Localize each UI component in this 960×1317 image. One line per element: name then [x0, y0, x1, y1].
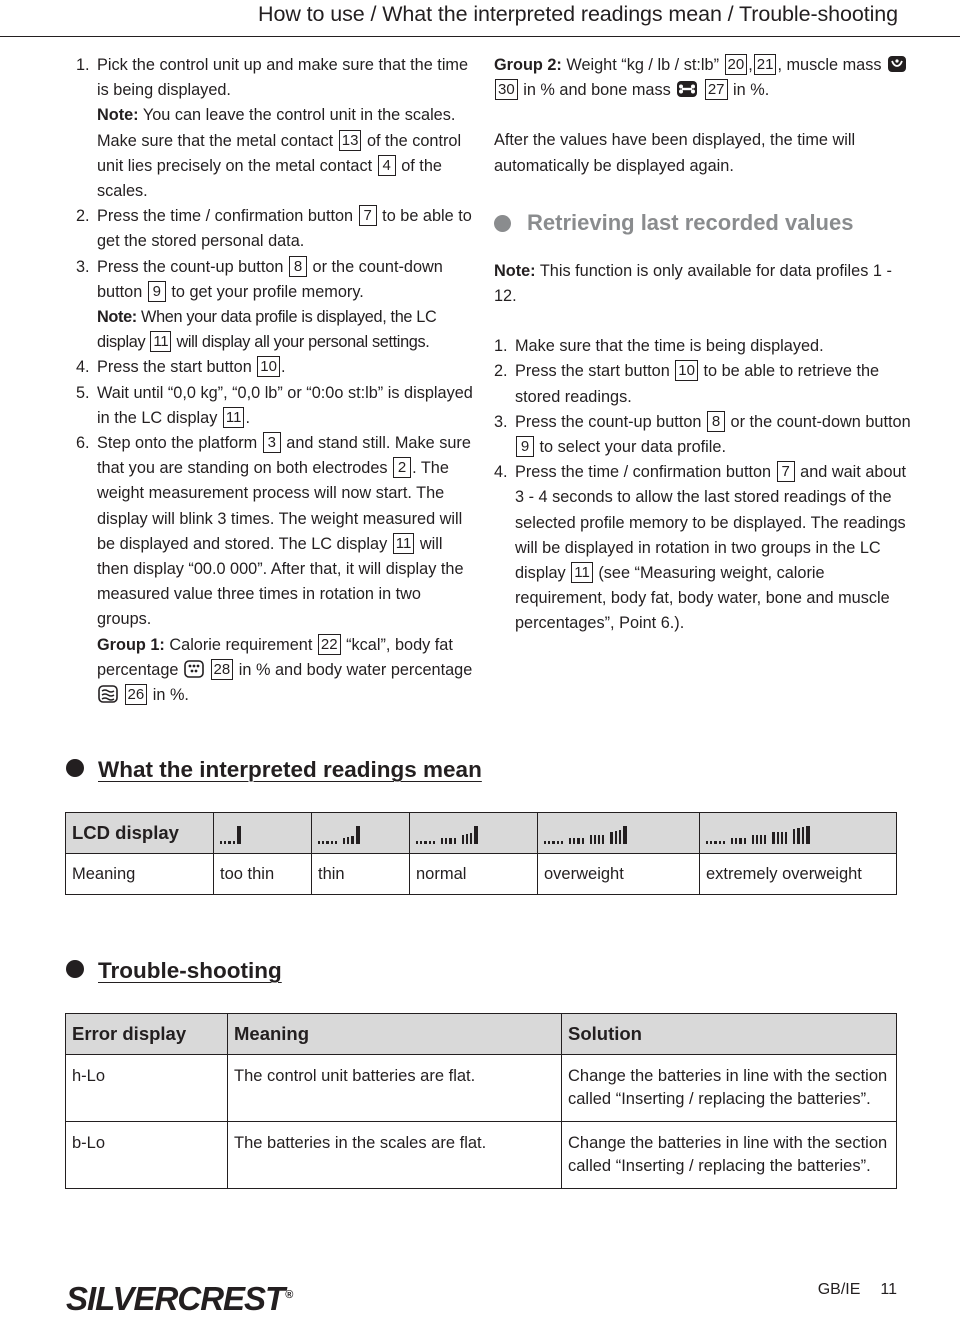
brand-logo: SILVERCREST®	[66, 1280, 293, 1317]
lcd-bars-icon	[312, 813, 410, 854]
ref-box: 11	[223, 407, 245, 428]
retrieve-step-2: 2. Press the start button 10 to be able to retrieve the stored readings.	[494, 362, 880, 406]
retrieve-step-1: 1. Make sure that the time is being displayed.	[494, 337, 824, 356]
retrieve-step-3: 3. Press the count-up button 8 or the count-down button 9 to select your data profile.	[494, 412, 911, 457]
lcd-bars-icon	[214, 813, 312, 854]
bullet-icon	[494, 215, 511, 232]
trouble-heading: Trouble-shooting	[66, 957, 282, 985]
ref-box: 13	[339, 130, 362, 151]
lcd-bars-icon	[410, 813, 538, 854]
lcd-bars-icon	[538, 813, 700, 854]
ref-box: 30	[495, 79, 518, 100]
retrieve-step-4: 4. Press the time / confirmation button 7 and wait about 3 - 4 seconds to allow the last stored readings of the selected profile memory to be displayed. The readings will be displayed in rotation in two groups in the LC display 11 (see “Measuring weight, calorie requirement, body fat, body water, bone and muscle percentages”, Point 6.).	[494, 463, 907, 633]
ref-box: 10	[257, 356, 280, 377]
bullet-icon	[66, 960, 84, 978]
ref-box: 26	[125, 684, 148, 705]
ref-box: 11	[571, 562, 593, 583]
table-row: b-Lo The batteries in the scales are flat. Change the batteries in line with the section called “Inserting / replacing the batteries”.	[66, 1122, 897, 1189]
ref-box: 2	[393, 457, 411, 478]
step-1: 1. Pick the control unit up and make sure that the time is being displayed. Note: You can leave the control unit in the scales. Make sure that the metal contact 13 of the control unit lies precisely on the metal contact 4 of the scales.	[76, 56, 469, 201]
ref-box: 21	[754, 54, 777, 75]
trouble-table	[65, 1013, 897, 1189]
readings-heading: What the interpreted readings mean	[66, 756, 482, 784]
after-values-text: After the values have been displayed, the time will automatically be displayed again.	[494, 131, 856, 175]
ref-box: 7	[359, 205, 377, 226]
ref-box: 28	[211, 659, 234, 680]
table-header-row: Error display Meaning Solution	[66, 1014, 897, 1055]
footer-page-info	[818, 1281, 897, 1299]
ref-box: 22	[318, 634, 341, 655]
right-column	[494, 53, 914, 637]
table-row: h-Lo The control unit batteries are flat. Change the batteries in line with the section called “Inserting / replacing the batteries”.	[66, 1055, 897, 1122]
body-water-icon	[98, 685, 118, 703]
ref-box: 8	[289, 256, 307, 277]
step-3: 3. Press the count-up button 8 or the count-down button 9 to get your profile memory. Note: When your data profile is displayed, the LC display 11 will display all your personal settings.	[76, 257, 443, 352]
bullet-icon	[66, 759, 84, 777]
ref-box: 9	[516, 436, 534, 457]
lcd-bars-icon	[700, 813, 897, 854]
page-title: How to use / What the interpreted readings mean / Trouble-shooting	[258, 2, 898, 26]
region-label: GB/IE	[817, 1281, 861, 1298]
retrieve-heading: Retrieving last recorded values	[494, 209, 914, 237]
step-4: 4. Press the start button 10 .	[76, 358, 286, 377]
retrieve-note: Note: This function is only available for data profiles 1 - 12.	[494, 261, 892, 306]
page-number: 11	[880, 1281, 897, 1298]
muscle-icon	[887, 55, 907, 73]
ref-box: 11	[150, 331, 171, 352]
step-5: 5. Wait until “0,0 kg”, “0,0 lb” or “0:0o st:lb” is displayed in the LC display 11 .	[76, 383, 473, 427]
body-fat-icon	[184, 660, 204, 678]
step-2: 2. Press the time / confirmation button 7 to be able to get the stored personal data.	[76, 207, 472, 251]
bone-icon	[676, 80, 698, 98]
table-row: Meaning too thin thin normal overweight extremely overweight	[66, 854, 897, 895]
ref-box: 3	[263, 432, 281, 453]
group-2-text: Group 2: Weight “kg / lb / st:lb” 20 , 21 , muscle mass 30 in % and bone mass 27 in %.	[494, 53, 914, 103]
ref-box: 11	[393, 533, 415, 554]
ref-box: 4	[378, 155, 396, 176]
ref-box: 7	[777, 461, 795, 482]
ref-box: 27	[705, 79, 728, 100]
ref-box: 10	[675, 360, 698, 381]
readings-table	[65, 812, 897, 895]
ref-box: 8	[707, 411, 725, 432]
step-6: 6. Step onto the platform 3 and stand still. Make sure that you are standing on both electrodes 2 . The weight measurement process will now start. The display will blink 3 times. The weight measured will be displayed and stored. The LC display 11 will then display “00.0 000”. After that, it will display the measured value three times in rotation in two groups. Group 1: Calorie requirement 22 “kcal”, body fat percentage 28 in % and body water percentage 26 in %.	[76, 434, 473, 705]
page-header	[0, 0, 960, 37]
ref-box: 9	[148, 281, 166, 302]
table-row: LCD display	[66, 813, 897, 854]
left-column	[76, 53, 476, 708]
ref-box: 20	[725, 54, 748, 75]
